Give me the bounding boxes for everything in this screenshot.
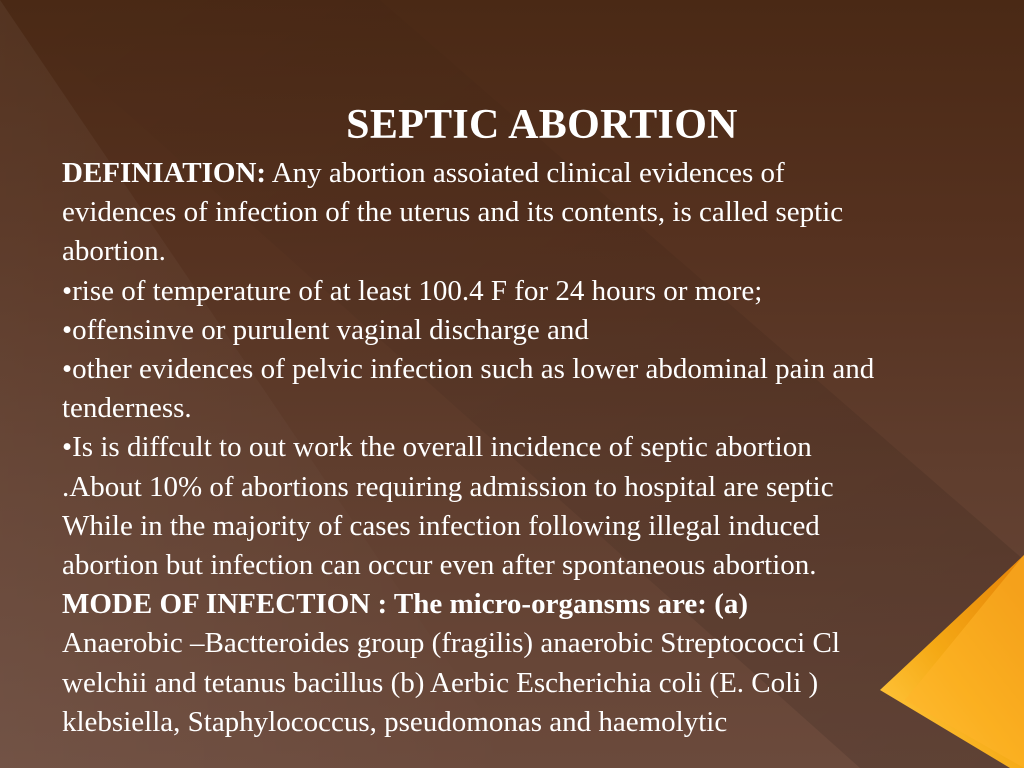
body-line: evidences of infection of the uterus and its contents, is called septic bbox=[62, 196, 844, 229]
body-line: tenderness. bbox=[62, 392, 192, 425]
mode-of-infection-heading: MODE OF INFECTION : The micro-organsms are: (a) bbox=[62, 588, 749, 621]
definition-label: DEFINIATION: bbox=[62, 157, 267, 189]
body-line: Any abortion assoiated clinical evidences of bbox=[266, 157, 785, 189]
body-line: Anaerobic –Bactteroides group (fragilis) anaerobic Streptococci Cl bbox=[62, 627, 840, 660]
body-line: abortion. bbox=[62, 235, 166, 268]
body-line: welchii and tetanus bacillus (b) Aerbic Escherichia coli (E. Coli ) bbox=[62, 666, 819, 699]
slide-content bbox=[62, 98, 992, 742]
body-line: klebsiella, Staphylococcus, pseudomonas and haemolytic bbox=[62, 705, 728, 738]
body-line: abortion but infection can occur even after spontaneous abortion. bbox=[62, 549, 817, 582]
definition-line bbox=[62, 154, 992, 193]
slide-title: SEPTIC ABORTION bbox=[346, 102, 738, 148]
bullet-item: •rise of temperature of at least 100.4 F for 24 hours or more; bbox=[62, 274, 763, 307]
bullet-item: •offensinve or purulent vaginal discharge and bbox=[62, 313, 589, 346]
body-line: .About 10% of abortions requiring admission to hospital are septic bbox=[62, 470, 834, 503]
body-line: While in the majority of cases infection following illegal induced bbox=[62, 509, 820, 542]
bullet-item: •other evidences of pelvic infection such as lower abdominal pain and bbox=[62, 353, 875, 386]
bullet-item: •Is is diffcult to out work the overall incidence of septic abortion bbox=[62, 431, 812, 464]
